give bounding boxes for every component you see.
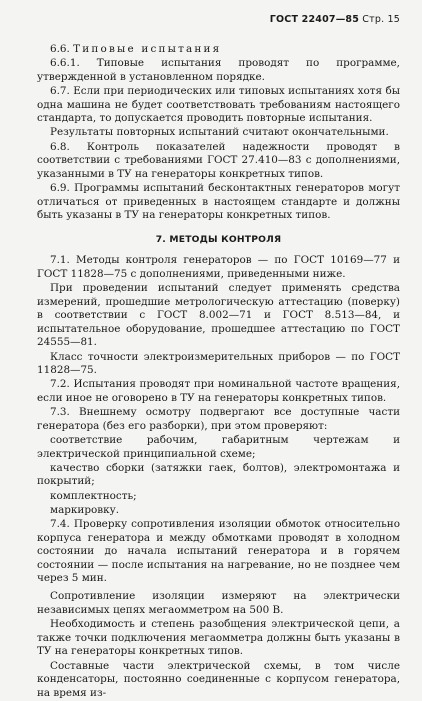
- section-heading: 7. МЕТОДЫ КОНТРОЛЯ: [155, 233, 282, 245]
- gost-number: ГОСТ 22407—85: [269, 14, 360, 25]
- paragraph: 6.7. Если при периодических или типовых испытаниях хотя бы одна машина не будет соответствовать требованиям настоящего стандарта, то допускается проводить повторные испытания.: [37, 84, 400, 125]
- list-item: комплектность;: [50, 489, 137, 502]
- paragraph: 6.8. Контроль показателей надежности проводят в соответствии с требованиями ГОСТ 27.410—83 с дополнениями, указанными в ТУ на генераторы конкретных типов.: [37, 140, 400, 180]
- page-number: Стр. 15: [362, 14, 400, 25]
- paragraph: 7.1. Методы контроля генераторов — по ГОСТ 10169—77 и ГОСТ 11828—75 с дополнениями, приведенными ниже.: [37, 254, 400, 280]
- clause-title: Типовые испытания: [73, 43, 222, 55]
- paragraph: При проведении испытаний следует применять средства измерений, прошедшие метрологическую аттестацию (поверку) в соответствии с ГОСТ 8.002—71 и ГОСТ 8.513—84, и испытательное оборудование, прошедшее аттестацию по ГОСТ 24555—81.: [37, 282, 400, 349]
- paragraph: 7.2. Испытания проводят при номинальной частоте вращения, если иное не оговорено в ТУ на генераторы конкретных типов.: [37, 378, 400, 404]
- paragraph: 7.3. Внешнему осмотру подвергают все доступные части генератора (без его разборки), при этом проверяют:: [37, 406, 400, 432]
- paragraph: Результаты повторных испытаний считают окончательными.: [50, 126, 389, 139]
- document-body: [37, 43, 400, 701]
- list-item: соответствие рабочим, габаритным чертежам и электрической принципиальной схеме;: [37, 433, 400, 460]
- paragraph: 7.4. Проверку сопротивления изоляции обмоток относительно корпуса генератора и между обмотками проводят в холодном состоянии до начала испытаний генератора и в горячем состоянии — после испытания на нагревание, но не позднее чем через 5 мин.: [37, 517, 400, 585]
- list-item: маркировку.: [50, 503, 120, 516]
- paragraph: 6.9. Программы испытаний бесконтактных генераторов могут отличаться от приведенных в настоящем стандарте и должны быть указаны в ТУ на генераторы конкретных типов.: [37, 181, 400, 222]
- paragraph: 6.6.1. Типовые испытания проводят по программе, утвержденной в установленном порядке.: [37, 57, 400, 83]
- paragraph: Необходимость и степень разобщения электрической цепи, а также точки подключения мегаомметра должны быть указаны в ТУ на генераторы конкретных типов.: [37, 618, 400, 658]
- paragraph: [37, 43, 400, 57]
- clause-number: 6.6.: [50, 43, 70, 55]
- paragraph: Сопротивление изоляции измеряют на электрически независимых цепях мегаомметром на 500 В.: [37, 590, 400, 617]
- list-item: качество сборки (затяжки гаек, болтов), электромонтажа и покрытий;: [37, 461, 400, 488]
- page-header: [270, 14, 400, 25]
- paragraph: Класс точности электроизмерительных приборов — по ГОСТ 11828—75.: [37, 350, 400, 377]
- paragraph: Составные части электрической схемы, в том числе конденсаторы, постоянно соединенные с корпусом генератора, на время из-: [37, 659, 400, 699]
